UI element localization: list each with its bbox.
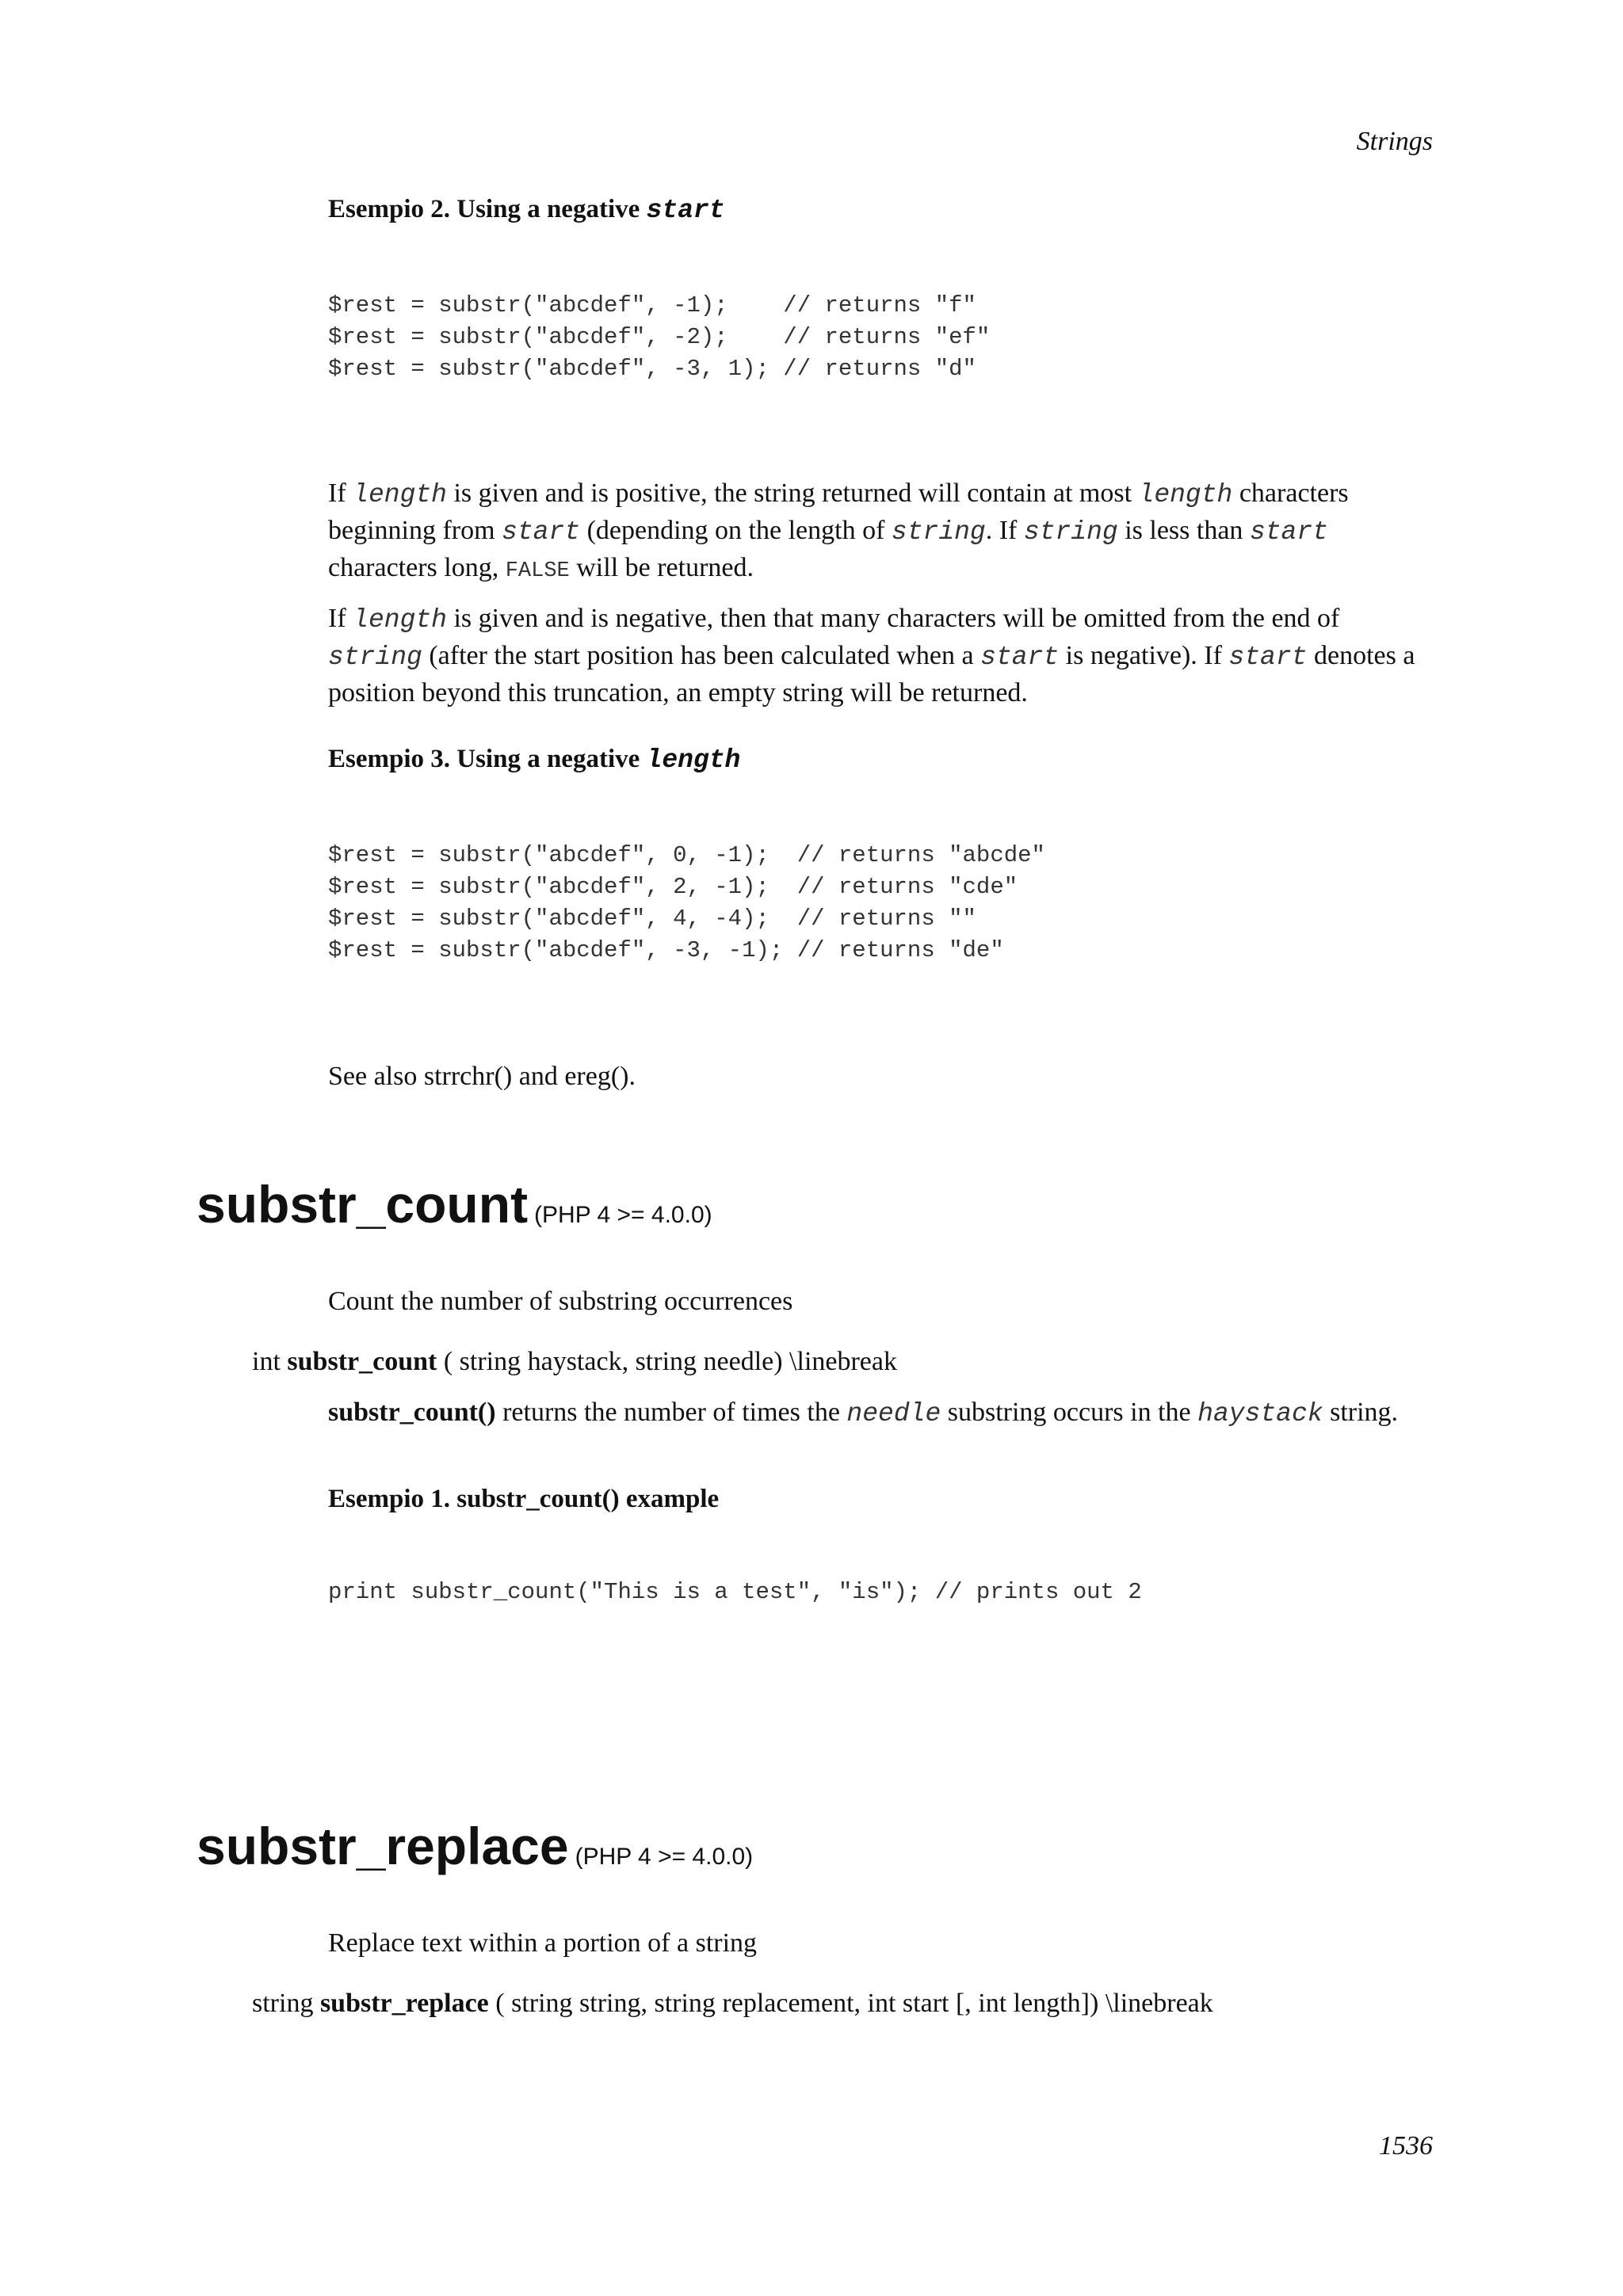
example-1-title: Esempio 1. substr_count() example: [328, 1485, 720, 1513]
inline-code: length: [1138, 480, 1233, 509]
inline-code: start: [502, 517, 581, 547]
text: . If: [985, 516, 1024, 545]
inline-code: string: [1023, 517, 1118, 547]
function-purpose: Count the number of substring occurrences: [328, 1287, 793, 1316]
text: denotes a position beyond this truncation, an empty string will be returned.: [328, 641, 1415, 707]
text: returns the number of times the: [495, 1398, 847, 1427]
text: characters long,: [328, 553, 506, 582]
text: substring occurs in the: [941, 1398, 1198, 1427]
return-type: int: [252, 1347, 288, 1376]
function-version: (PHP 4 >= 4.0.0): [575, 1844, 754, 1870]
example-3-code: $rest = substr("abcdef", 0, -1); // returns "abcde" $rest = substr("abcdef", 2, -1); // returns "cde" $rest = substr("abcdef", 4, -4); // returns "" $rest = substr("abcdef", -3, -1); // returns "de": [328, 842, 1045, 963]
inline-code: string: [328, 643, 422, 672]
example-2-title: [328, 195, 725, 225]
text: string.: [1323, 1398, 1399, 1427]
description-block: [328, 475, 1438, 722]
paragraph-negative-length: [328, 601, 1438, 711]
inline-code: string: [891, 517, 986, 547]
inline-code: start: [980, 643, 1060, 672]
function-synopsis: [252, 1347, 897, 1377]
see-also: See also strrchr() and ereg().: [328, 1062, 636, 1091]
return-type: string: [252, 1989, 320, 2018]
example-2-title-code: start: [646, 196, 725, 225]
inline-code: needle: [846, 1399, 941, 1428]
text: is given and is negative, then that many characters will be omitted from the end of: [446, 604, 1340, 633]
function-name: substr_count: [197, 1175, 529, 1234]
function-purpose: Replace text within a portion of a string: [328, 1928, 758, 1958]
synopsis-arguments: ( string haystack, string needle) \linebreak: [437, 1347, 897, 1376]
text: If: [328, 479, 353, 508]
example-2-title-text: Esempio 2. Using a negative: [328, 195, 647, 223]
text: is given and is positive, the string returned will contain at most: [446, 479, 1139, 508]
example-3-title: [328, 745, 740, 775]
inline-code: start: [1249, 517, 1328, 547]
example-3-title-code: length: [646, 746, 741, 775]
text: characters beginning from: [328, 479, 1349, 545]
text: If: [328, 604, 353, 633]
synopsis-function-name: substr_replace: [319, 1989, 489, 2018]
function-name: substr_replace: [197, 1817, 569, 1875]
inline-code: length: [353, 605, 447, 635]
constant-code: FALSE: [505, 559, 570, 583]
inline-code: haystack: [1197, 1399, 1323, 1428]
running-header: Strings: [1356, 127, 1433, 156]
function-synopsis: [252, 1989, 1213, 2019]
page-number: 1536: [1379, 2131, 1433, 2161]
inline-code: length: [353, 480, 447, 509]
function-heading-substr-replace: [197, 1816, 753, 1876]
paragraph-positive-length: [328, 475, 1438, 589]
text: (after the start position has been calculated when a: [422, 641, 981, 670]
example-2-code: $rest = substr("abcdef", -1); // returns "f" $rest = substr("abcdef", -2); // returns "ef" $rest = substr("abcdef", -3, 1); // returns "d": [328, 292, 991, 382]
description-function-name: substr_count(): [328, 1398, 496, 1427]
inline-code: start: [1228, 643, 1308, 672]
text: (depending on the length of: [580, 516, 892, 545]
function-description: [328, 1394, 1453, 1432]
synopsis-arguments: ( string string, string replacement, int start [, int length]) \linebreak: [488, 1989, 1213, 2018]
function-heading-substr-count: [197, 1174, 712, 1234]
synopsis-function-name: substr_count: [287, 1347, 437, 1376]
example-1-code: print substr_count("This is a test", "is"); // prints out 2: [328, 1579, 1142, 1605]
text: is negative). If: [1059, 641, 1229, 670]
example-3-title-text: Esempio 3. Using a negative: [328, 745, 647, 773]
function-version: (PHP 4 >= 4.0.0): [534, 1202, 712, 1228]
text: will be returned.: [569, 553, 754, 582]
text: is less than: [1117, 516, 1250, 545]
